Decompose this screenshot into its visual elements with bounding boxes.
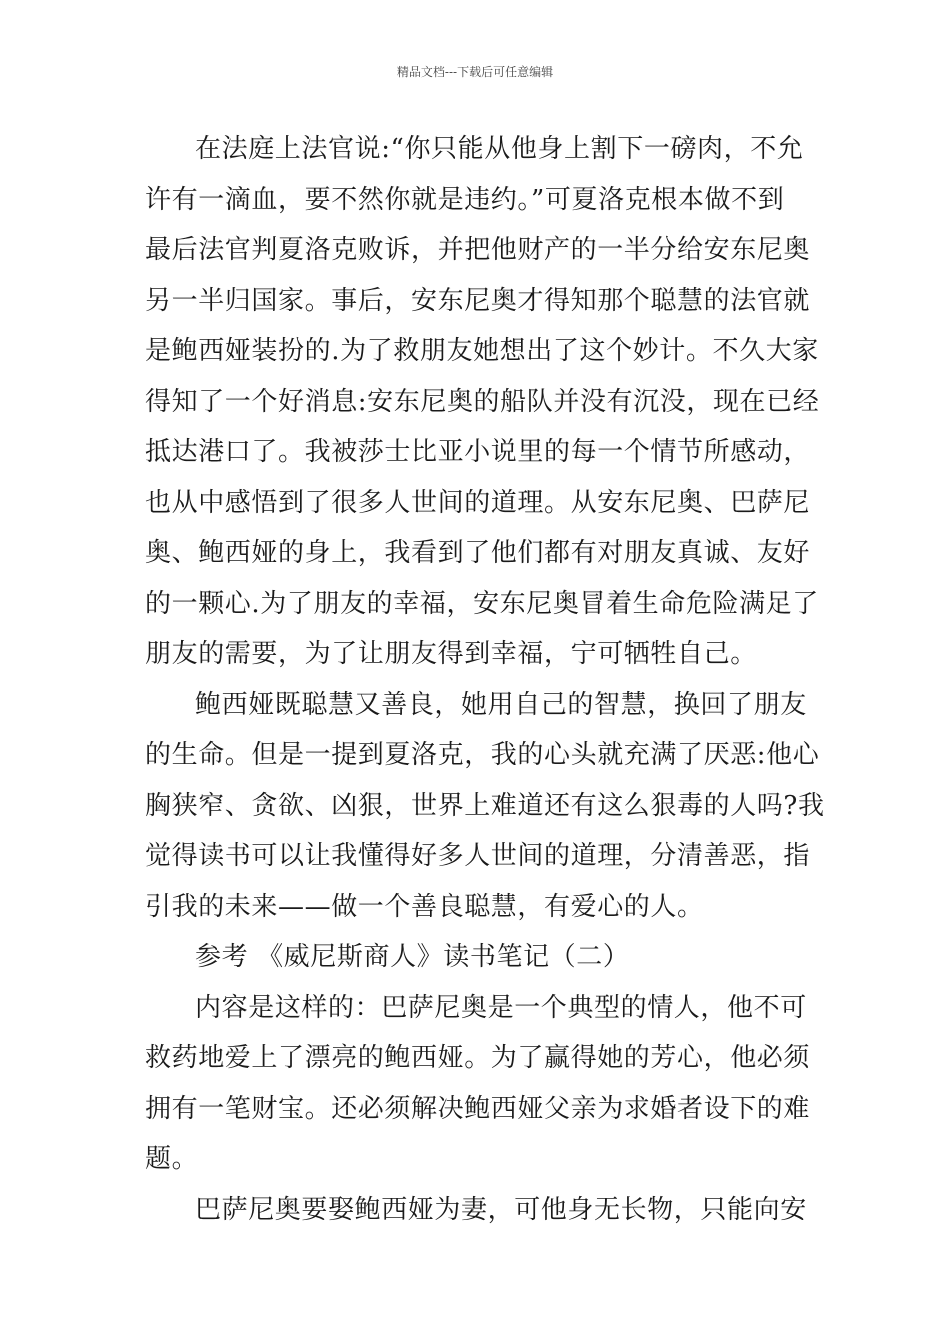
text-line: 的生命。但是一提到夏洛克，我的心头就充满了厌恶:他心 [145,740,820,770]
text-line: 胸狭窄、贪欲、凶狠，世界上难道还有这么狠毒的人吗?我 [145,790,825,821]
text-line: 得知了一个好消息:安东尼奥的船队并没有沉没，现在已经 [145,386,820,417]
text-line: 拥有一笔财宝。还必须解决鲍西娅父亲为求婚者设下的难 [145,1093,811,1124]
text-line: 引我的未来——做一个善良聪慧，有爱心的人。 [145,891,704,922]
text-line: 抵达港口了。我被莎士比亚小说里的每一个情节所感动， [145,437,811,467]
text-line: 是鲍西娅装扮的.为了救朋友她想出了这个妙计。不久大家 [145,336,819,366]
text-line: 最后法官判夏洛克败诉，并把他财产的一半分给安东尼奥 [145,235,811,265]
text-line: 觉得读书可以让我懂得好多人世间的道理，分清善恶，指 [145,841,811,871]
text-line: 鲍西娅既聪慧又善良，她用自己的智慧，换回了朋友 [195,689,807,720]
text-line: 内容是这样的：巴萨尼奥是一个典型的情人，他不可 [195,992,807,1023]
text-line: 奥、鲍西娅的身上，我看到了他们都有对朋友真诚、友好 [145,538,811,568]
section-heading: 参考 《威尼斯商人》读书笔记（二） [195,942,630,972]
text-line: 另一半归国家。事后，安东尼奥才得知那个聪慧的法官就 [145,285,811,316]
text-line: 朋友的需要，为了让朋友得到幸福，宁可牺牲自己。 [145,639,757,669]
text-line: 的一颗心.为了朋友的幸福，安东尼奥冒着生命危险满足了 [145,588,819,619]
text-line: 许有一滴血，要不然你就是违约。”可夏洛克根本做不到 [145,184,785,215]
document-body [145,124,825,1235]
page-header: 精品文档---下载后可任意编辑 [396,65,554,79]
text-line: 巴萨尼奥要娶鲍西娅为妻，可他身无长物，只能向安 [195,1194,807,1225]
text-line: 题。 [145,1144,199,1174]
text-line: 也从中感悟到了很多人世间的道理。从安东尼奥、巴萨尼 [145,487,811,518]
text-line: 在法庭上法官说:“你只能从他身上割下一磅肉，不允 [195,134,804,164]
text-line: 救药地爱上了漂亮的鲍西娅。为了赢得她的芳心，他必须 [145,1043,811,1073]
